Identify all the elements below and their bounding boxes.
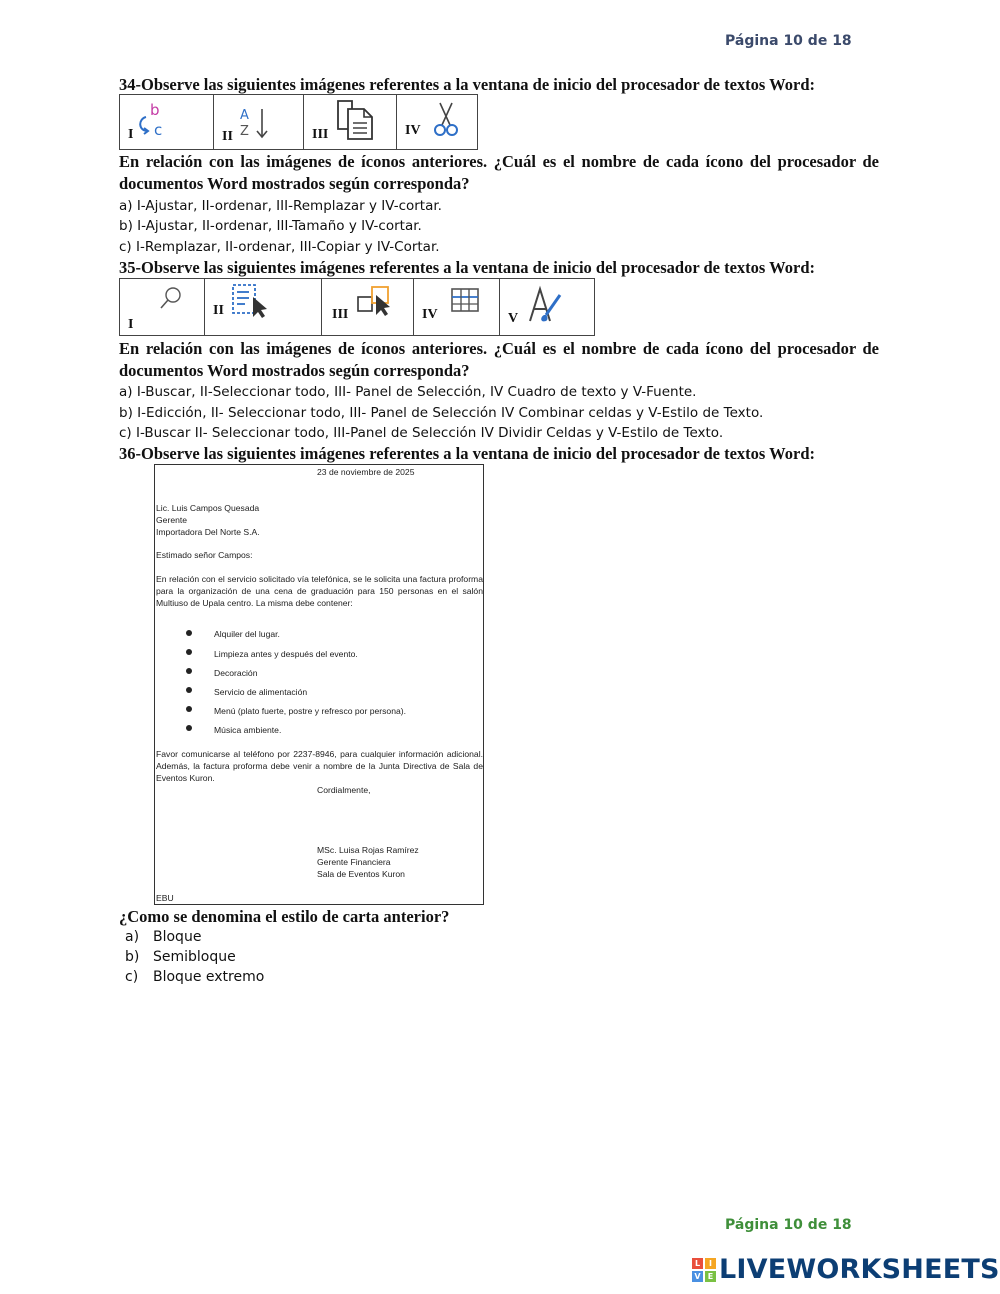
letter-item: Limpieza antes y después del evento.	[214, 649, 358, 659]
sort-icon	[238, 103, 278, 143]
logo-wordmark: LIVEWORKSHEETS	[719, 1254, 1000, 1285]
sample-letter	[154, 464, 484, 905]
letter-recipient-company: Importadora Del Norte S.A.	[156, 527, 260, 537]
letter-recipient-title: Gerente	[156, 515, 188, 525]
liveworksheets-logo[interactable]	[692, 1254, 1000, 1285]
q34-question: En relación con las imágenes de íconos anteriores. ¿Cuál es el nombre de cada ícono del procesador de documentos Word mostrados según corresponda?	[119, 152, 879, 193]
roman-numeral: III	[332, 307, 349, 322]
letter-date: 23 de noviembre de 2025	[317, 467, 415, 477]
bullet-icon	[186, 668, 192, 674]
copy-icon	[334, 99, 378, 143]
q36-option-b[interactable]	[125, 949, 236, 965]
q36-title: 36-Observe las siguientes imágenes referentes a la ventana de inicio del procesador de textos Word:	[119, 444, 815, 463]
selection-pane-icon	[356, 285, 396, 319]
q34-cell-2	[214, 95, 304, 150]
cut-icon	[433, 101, 459, 139]
replace-icon	[134, 101, 174, 141]
roman-numeral: II	[213, 303, 224, 318]
letter-initials: EBU	[156, 893, 174, 903]
letter-closing-paragraph: Favor comunicarse al teléfono por 2237-8946, para cualquier información adicional. Además, la factura proforma debe venir a nombre de la Junta Directiva de Sala de Eventos Kuron.	[156, 749, 483, 784]
letter-signature-title: Gerente Financiera	[317, 857, 391, 867]
page-number-top: Página 10 de 18	[725, 33, 852, 49]
roman-numeral: IV	[422, 307, 438, 322]
option-marker: b)	[125, 949, 140, 965]
roman-numeral: III	[312, 127, 329, 142]
q35-option-a[interactable]: a) I-Buscar, II-Seleccionar todo, III- Panel de Selección, IV Cuadro de texto y V-Fuente.	[119, 384, 697, 400]
letter-item: Decoración	[214, 668, 258, 678]
logo-tile: V	[692, 1271, 703, 1282]
letter-item: Servicio de alimentación	[214, 687, 308, 697]
bullet-icon	[186, 649, 192, 655]
q35-question: En relación con las imágenes de íconos anteriores. ¿Cuál es el nombre de cada ícono del procesador de documentos Word mostrados según corresponda?	[119, 339, 879, 380]
svg-text:Z: Z	[240, 124, 249, 139]
q36-option-c[interactable]	[125, 969, 265, 985]
q35-option-c[interactable]: c) I-Buscar II- Seleccionar todo, III-Panel de Selección IV Dividir Celdas y V-Estilo de Texto.	[119, 425, 724, 441]
q34-option-a[interactable]: a) I-Ajustar, II-ordenar, III-Remplazar y IV-cortar.	[119, 198, 442, 214]
logo-tile: E	[705, 1271, 716, 1282]
roman-numeral: I	[128, 127, 134, 142]
roman-numeral: IV	[405, 123, 421, 138]
logo-tiles-icon	[692, 1258, 716, 1282]
q35-cell-3	[322, 279, 414, 336]
logo-tile: I	[705, 1258, 716, 1269]
q35-icon-table	[119, 278, 595, 336]
q35-cell-5	[500, 279, 595, 336]
q34-option-c[interactable]: c) I-Remplazar, II-ordenar, III-Copiar y IV-Cortar.	[119, 239, 440, 255]
q36-question: ¿Como se denomina el estilo de carta anterior?	[119, 907, 450, 926]
option-text: Bloque extremo	[153, 969, 265, 985]
letter-item: Música ambiente.	[214, 725, 282, 735]
letter-recipient-name: Lic. Luis Campos Quesada	[156, 503, 260, 513]
q34-cell-4	[397, 95, 478, 150]
q35-title: 35-Observe las siguientes imágenes referentes a la ventana de inicio del procesador de textos Word:	[119, 258, 815, 277]
page-number-bottom: Página 10 de 18	[725, 1217, 852, 1233]
option-text: Semibloque	[153, 949, 236, 965]
option-marker: c)	[125, 969, 139, 985]
q35-cell-4	[414, 279, 500, 336]
bullet-icon	[186, 630, 192, 636]
q35-cell-1	[120, 279, 205, 336]
roman-numeral: I	[128, 317, 134, 332]
text-style-icon	[526, 285, 566, 327]
letter-farewell: Cordialmente,	[317, 785, 371, 795]
svg-text:c: c	[154, 121, 163, 139]
table-cells-icon	[450, 285, 480, 315]
q34-cell-1	[120, 95, 214, 150]
q34-option-b[interactable]: b) I-Ajustar, II-ordenar, III-Tamaño y IV-cortar.	[119, 218, 422, 234]
select-all-icon	[231, 283, 271, 319]
roman-numeral: V	[508, 311, 519, 326]
roman-numeral: II	[222, 129, 233, 144]
magnifier-icon	[158, 285, 184, 311]
letter-item: Menú (plato fuerte, postre y refresco por persona).	[214, 706, 407, 716]
letter-signature-name: MSc. Luisa Rojas Ramírez	[317, 845, 419, 855]
q35-option-b[interactable]: b) I-Edicción, II- Seleccionar todo, III- Panel de Selección IV Combinar celdas y V-Estilo de Texto.	[119, 405, 764, 421]
q34-icon-table	[119, 94, 478, 150]
q35-cell-2	[205, 279, 322, 336]
svg-text:A: A	[240, 108, 249, 123]
q34-title: 34-Observe las siguientes imágenes referentes a la ventana de inicio del procesador de textos Word:	[119, 75, 815, 94]
option-marker: a)	[125, 929, 140, 945]
bullet-icon	[186, 706, 192, 712]
q36-option-a[interactable]	[125, 929, 202, 945]
option-text: Bloque	[153, 929, 202, 945]
letter-salutation: Estimado señor Campos:	[156, 550, 253, 560]
bullet-icon	[186, 687, 192, 693]
letter-body: En relación con el servicio solicitado vía telefónica, se le solicita una factura proforma para la organización de una cena de graduación para 150 personas en el salón Multiuso de Upala centro. La misma debe contener:	[156, 574, 483, 609]
q34-cell-3	[304, 95, 397, 150]
letter-item: Alquiler del lugar.	[214, 629, 280, 639]
logo-tile: L	[692, 1258, 703, 1269]
bullet-icon	[186, 725, 192, 731]
svg-text:b: b	[150, 101, 160, 119]
letter-signature-company: Sala de Eventos Kuron	[317, 869, 405, 879]
